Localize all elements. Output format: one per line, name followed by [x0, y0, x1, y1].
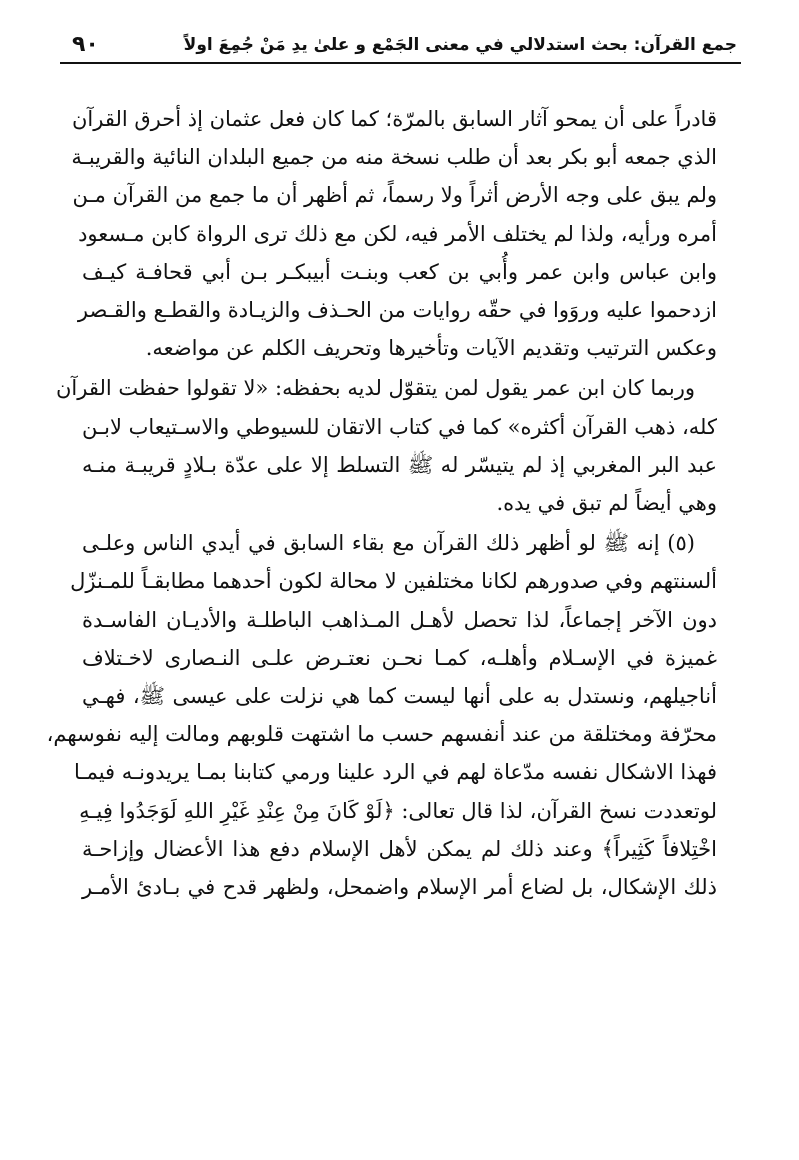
page-number: ٩٠ [72, 32, 99, 57]
header-rule [60, 62, 741, 64]
text-line: فهذا الاشكال نفسه مدّعاة لهم في الرد علينا ورمي كتابنا بمـا يريدونـه فيمـا [74, 760, 717, 785]
text-line: ولم يبق على وجه الأرض أثراً ولا رسماً، ثم أظهر أن ما جمع من القرآن مـن [72, 183, 717, 208]
text-line: وهي أيضاً لم تبق في يده. [496, 491, 717, 516]
text-line: كله، ذهب القرآن أكثره» كما في كتاب الاتقان للسيوطي والاسـتيعاب لابـن [82, 414, 717, 439]
text-line: لوتعددت نسخ القرآن، لذا قال تعالى: ﴿لَوْ كَانَ مِنْ عِنْدِ غَيْرِ اللهِ لَوَجَدُوا فِيـهِ [79, 798, 717, 823]
text-line: غميزة في الإسـلام وأهلـه، كمـا نحـن نعتـرض علـى النـصارى لاخـتلاف [82, 645, 717, 670]
paragraph-2 [55, 369, 717, 522]
text-line: عبد البر المغربي إذ لم يتيسّر له ﷺ التسلط إلا على عدّة بـلادٍ قريبـة منـه [82, 452, 717, 477]
text-line: دون الآخر إجماعاً، لذا تحصل لأهـل المـذاهب الباطلـة والأديـان الفاسـدة [82, 607, 717, 632]
text-line: الذي جمعه أبو بكر بعد أن طلب نسخة منه من جميع البلدان النائية والقريبـة [71, 145, 717, 170]
running-title: جمع القرآن: بحث استدلالي في معنى الجَمْع و علىٰ يدِ مَنْ جُمِعَ اولاً [183, 35, 737, 55]
paragraph-3 [46, 524, 718, 906]
text-line: اخْتِلافاً كَثِيراً﴾ وعند ذلك لم يمكن لأهل الإسلام دفع هذا الأعضال وإزاحـة [82, 836, 718, 861]
paragraph-1 [71, 100, 717, 367]
text-line: ذلك الإشكال، بل لضاع أمر الإسلام واضمحل، ولظهر قدح في بـادئ الأمـر [82, 875, 717, 900]
text-line: قادراً على أن يمحو آثار السابق بالمرّة؛ كما كان فعل عثمان إذ أحرق القرآن [71, 107, 717, 131]
text-line: ألسنتهم وفي صدورهم لكانا مختلفين لا محالة لكون أحدهما مطابقـاً للمـنزّل [70, 569, 717, 594]
page-header [72, 28, 737, 58]
text-line: وربما كان ابن عمر يقول لمن يتقوّل لديه بحفظه: «لا تقولوا حفظت القرآن [55, 376, 695, 401]
text-line: أناجيلهم، ونستدل به على أنها ليست كما هي نزلت على عيسى ﷺ، فهـي [82, 684, 717, 709]
text-line: وابن عباس وابن عمر وأُبي بن كعب وبنـت أبيبكـر بـن أبي قحافـة كيـف [82, 259, 717, 284]
text-line: (٥) إنه ﷺ لو أظهر ذلك القرآن مع بقاء السابق في أيدي الناس وعلـى [82, 531, 695, 556]
body-text [46, 100, 718, 906]
text-line: محرّفة ومختلقة من عند أنفسهم حسب ما اشتهت قلوبهم ومالت إليه نفوسهم، [46, 722, 717, 747]
text-line: ازدحموا عليه وروَوا في حقّه روايات من الحـذف والزيـادة والقطـع والقـصر [77, 298, 717, 323]
text-line: وعكس الترتيب وتقديم الآيات وتأخيرها وتحريف الكلم عن مواضعه. [145, 336, 717, 361]
text-line: أمره ورأيه، ولذا لم يختلف الأمر فيه، لكن مع ذلك ترى الرواة كابن مـسعود [78, 221, 717, 246]
